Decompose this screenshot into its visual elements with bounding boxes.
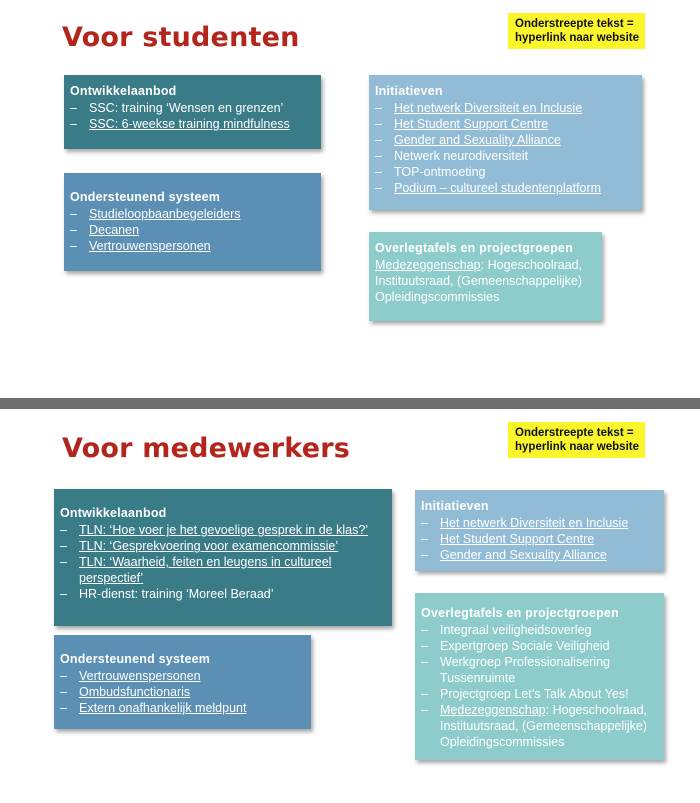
- students-hyperlink-note: [508, 13, 645, 49]
- note-line-1: Onderstreepte tekst =: [515, 427, 634, 439]
- overleg-line-2: Instituutsraad, (Gemeenschappelijke): [375, 274, 583, 288]
- list-item-text: Expertgroep Sociale Veiligheid: [440, 639, 610, 653]
- list-item-text: Projectgroep Let’s Talk About Yes!: [440, 687, 629, 701]
- link-netwerk-diversiteit[interactable]: Het netwerk Diversiteit en Inclusie: [440, 516, 629, 530]
- link-student-support-centre[interactable]: Het Student Support Centre: [394, 117, 549, 131]
- students-slide: [0, 0, 700, 398]
- list-item[interactable]: [60, 538, 386, 554]
- staff-ontwikkelaanbod-box: [54, 489, 392, 626]
- overleg-text: : Hogeschoolraad,: [480, 258, 583, 272]
- list-item: [421, 638, 658, 654]
- box-title: Overlegtafels en projectgroepen: [421, 606, 619, 620]
- list-item: [375, 148, 636, 164]
- list-item[interactable]: [375, 132, 636, 148]
- list-item-text: Werkgroep Professionalisering: [440, 655, 610, 669]
- box-title: Initiatieven: [421, 499, 489, 513]
- list-item: [70, 100, 315, 116]
- list-item: [421, 622, 658, 638]
- list-item: [60, 586, 386, 602]
- list-item-text: : Hogeschoolraad,: [545, 703, 648, 717]
- note-line-1: Onderstreepte tekst =: [515, 18, 634, 30]
- list-item-text: Netwerk neurodiversiteit: [394, 149, 529, 163]
- box-title: Ondersteunend systeem: [60, 652, 211, 666]
- link-gender-sexuality-alliance[interactable]: Gender and Sexuality Alliance: [394, 133, 561, 147]
- link-tln-waarheid-cont[interactable]: perspectief’: [79, 571, 144, 585]
- staff-hyperlink-note: [508, 422, 645, 458]
- link-extern-meldpunt[interactable]: Extern onafhankelijk meldpunt: [79, 701, 247, 715]
- students-overleg-box: [369, 232, 602, 321]
- link-medezeggenschap[interactable]: Medezeggenschap: [440, 703, 546, 717]
- list-item[interactable]: [421, 702, 658, 750]
- list-item: [421, 686, 658, 702]
- list-item[interactable]: [70, 116, 315, 132]
- students-initiatieven-box: [369, 75, 642, 210]
- list-item[interactable]: [60, 668, 305, 684]
- slide-separator: [0, 398, 700, 409]
- list-item[interactable]: [421, 515, 658, 531]
- students-ontwikkelaanbod-box: [64, 75, 321, 149]
- list-item-text: TOP-ontmoeting: [394, 165, 486, 179]
- link-podium[interactable]: Podium – cultureel studentenplatform: [394, 181, 602, 195]
- list-item-text-cont: Instituutsraad, (Gemeenschappelijke): [440, 719, 648, 733]
- list-item[interactable]: [60, 684, 305, 700]
- list-item[interactable]: [70, 206, 315, 222]
- note-line-2: hyperlink naar website: [515, 32, 639, 44]
- link-ombudsfunctionaris[interactable]: Ombudsfunctionaris: [79, 685, 191, 699]
- link-ssc-mindfulness[interactable]: SSC: 6-weekse training mindfulness: [89, 117, 290, 131]
- list-item[interactable]: [421, 531, 658, 547]
- link-netwerk-diversiteit[interactable]: Het netwerk Diversiteit en Inclusie: [394, 101, 583, 115]
- box-title: Ontwikkelaanbod: [70, 84, 177, 98]
- overleg-line-3: Opleidingscommissies: [375, 290, 500, 304]
- staff-page-title: Voor medewerkers: [62, 433, 351, 464]
- list-item-text: HR-dienst: training ‘Moreel Beraad’: [79, 587, 274, 601]
- list-item[interactable]: [60, 522, 386, 538]
- list-item: [375, 164, 636, 180]
- box-title: Ontwikkelaanbod: [60, 506, 167, 520]
- list-item: [421, 654, 658, 686]
- students-ondersteunend-box: [64, 173, 321, 271]
- link-vertrouwenspersonen[interactable]: Vertrouwenspersonen: [89, 239, 211, 253]
- staff-ondersteunend-box: [54, 635, 311, 729]
- staff-initiatieven-box: [415, 490, 664, 571]
- students-page-title: Voor studenten: [62, 22, 300, 53]
- list-item-text: SSC: training ‘Wensen en grenzen’: [89, 101, 284, 115]
- staff-slide: [0, 409, 700, 803]
- link-student-support-centre[interactable]: Het Student Support Centre: [440, 532, 595, 546]
- link-vertrouwenspersonen[interactable]: Vertrouwenspersonen: [79, 669, 201, 683]
- link-tln-gevoelige-gesprek[interactable]: TLN: ‘Hoe voer je het gevoelige gesprek in de klas?’: [79, 523, 369, 537]
- list-item-text-cont: Opleidingscommissies: [440, 735, 565, 749]
- list-item[interactable]: [70, 222, 315, 238]
- list-item[interactable]: [70, 238, 315, 254]
- box-title: Initiatieven: [375, 84, 443, 98]
- list-item-text: Integraal veiligheidsoverleg: [440, 623, 592, 637]
- overleg-line-1: [375, 257, 596, 273]
- box-title: Ondersteunend systeem: [70, 190, 221, 204]
- list-item[interactable]: [375, 116, 636, 132]
- list-item[interactable]: [60, 700, 305, 716]
- list-item-text-cont: Tussenruimte: [440, 671, 516, 685]
- link-gender-sexuality-alliance[interactable]: Gender and Sexuality Alliance: [440, 548, 607, 562]
- staff-overleg-box: [415, 593, 664, 760]
- link-tln-examencommissie[interactable]: TLN: ‘Gesprekvoering voor examencommissie’: [79, 539, 339, 553]
- list-item[interactable]: [421, 547, 658, 563]
- link-tln-waarheid[interactable]: TLN: ‘Waarheid, feiten en leugens in cultureel: [79, 555, 332, 569]
- list-item[interactable]: [375, 180, 636, 196]
- box-title: Overlegtafels en projectgroepen: [375, 241, 573, 255]
- list-item[interactable]: [60, 554, 386, 586]
- link-decanen[interactable]: Decanen: [89, 223, 140, 237]
- link-medezeggenschap[interactable]: Medezeggenschap: [375, 258, 481, 272]
- note-line-2: hyperlink naar website: [515, 441, 639, 453]
- list-item[interactable]: [375, 100, 636, 116]
- link-studieloopbaanbegeleiders[interactable]: Studieloopbaanbegeleiders: [89, 207, 241, 221]
